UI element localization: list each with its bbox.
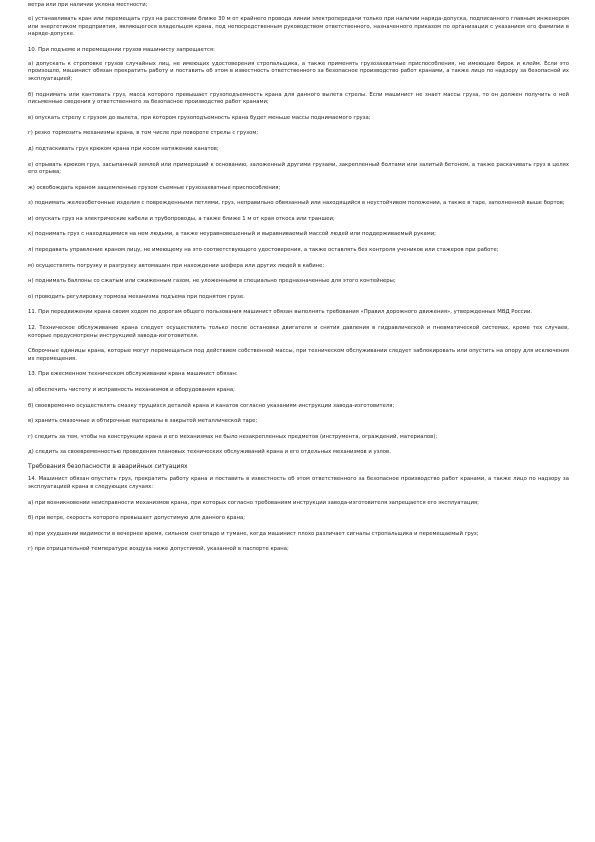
paragraph: б) своевременно осуществлять смазку трущихся деталей крана и канатов согласно указаниям инструкции завода-изготовителя; [28, 402, 395, 409]
paragraph: г) резко тормозить механизмы крана, в том числе при повороте стрелы с грузом; [28, 130, 259, 137]
paragraph: б) поднимать или кантовать груз, масса которого превышает грузоподъемность крана для данного вылета стрелы. Если машинист не знает массы груза, то он должен получить о ней письменные сведения у ответственного за безопасное производство работ кранами; [28, 91, 569, 106]
paragraph: г) следить за тем, чтобы на конструкции крана и его механизмах не было незакрепленных предметов (инструмента, ограждений, материалов); [28, 433, 438, 440]
paragraph: и) опускать груз на электрические кабели и трубопроводы, а также ближе 1 м от края откоса или траншеи; [28, 215, 335, 222]
paragraph: 10. При подъеме и перемещении грузов машинисту запрещается: [28, 46, 215, 53]
paragraph: ветра или при наличии уклона местности; [28, 2, 148, 8]
paragraph: в) хранить смазочные и обтирочные материалы в закрытой металлической таре; [28, 418, 258, 425]
paragraph: 13. При ежесменном техническом обслуживании крана машинист обязан: [28, 371, 238, 378]
paragraph: ж) освобождать краном защемленные грузом съемные грузозахватные приспособления; [28, 184, 281, 191]
paragraph: з) поднимать железобетонные изделия с поврежденными петлями, груз, неправильно обвязанный или находящийся в неустойчивом положении, а также в таре, заполненной выше бортов; [28, 200, 565, 207]
section-heading: Требования безопасности в аварийных ситуациях [28, 463, 188, 471]
paragraph: е) отрывать крюком груз, засыпанный землей или примерзший к основанию, заложенный другими грузами, закрепленный болтами или залитый бетоном, а также раскачивать груз в целях его отрыва; [28, 161, 569, 176]
paragraph: д) подтаскивать груз крюком крана при косом натяжении канатов; [28, 145, 219, 152]
paragraph: д) следить за своевременностью проведения плановых технических обслуживаний крана и его отдельных механизмов и узлов. [28, 449, 391, 456]
paragraph: г) при отрицательной температуре воздуха ниже допустимой, указанной в паспорте крана; [28, 546, 289, 553]
paragraph: 12. Техническое обслуживание крана следует осуществлять только после остановки двигателя и снятия давления в гидравлической и пневматической системах, кроме тех случаев, которые предусмотрены инструкцией завода-изготовителя. [28, 325, 569, 339]
paragraph: л) передавать управление краном лицу, не имеющему на это соответствующего удостоверения, а также оставлять без контроля учеников или стажеров при работе; [28, 247, 499, 254]
paragraph: а) обеспечить чистоту и исправность механизмов и оборудования крана; [28, 387, 235, 393]
paragraph: о) проводить регулировку тормоза механизма подъема при поднятом грузе. [28, 293, 245, 300]
paragraph: к) поднимать груз с находящимися на нем людьми, а также неуравновешенный и выравниваемый массой людей или поддерживаемый руками; [28, 231, 436, 238]
paragraph: в) при ухудшении видимости в вечернее время, сильном снегопаде и тумане, когда машинист плохо различает сигналы стропальщика и перемещаемый груз; [28, 530, 479, 537]
paragraph: 11. При передвижении крана своим ходом по дорогам общего пользования машинист обязан выполнять требования «Правил дорожного движения», утвержденных МВД России. [28, 309, 533, 316]
paragraph: е) устанавливать кран или перемещать груз на расстоянии ближе 30 м от крайнего провода линии электропередачи только при наличии наряда-допуска, подписанного главным инженером или энергетиком предприятия, являющегося владельцем крана, под непосредственным руководством ответственного, назначенного приказом по организации с указанием его фамилии в наряде-допуске. [28, 15, 569, 38]
paragraph: н) поднимать баллоны со сжатым или сжиженным газом, не уложенными в специально предназначенные для этого контейнеры; [28, 278, 396, 285]
paragraph: в) опускать стрелу с грузом до вылета, при котором грузоподъемность крана будет меньше массы поднимаемого груза; [28, 114, 371, 121]
paragraph: б) при ветре, скорость которого превышает допустимую для данного крана; [28, 515, 245, 522]
paragraph: 14. Машинист обязан опустить груз, прекратить работу крана и поставить в известность об этом ответственного за безопасное производство работ кранами, а также лицо по надзору за эксплуатацией крана в следующих случаях: [28, 476, 569, 490]
paragraph: а) при возникновении неисправности механизмов крана, при которых согласно требованиям инструкции завода-изготовителя запрещается его эксплуатация; [28, 499, 479, 506]
paragraph: м) осуществлять погрузку и разгрузку автомашин при нахождении шофера или других людей в кабине; [28, 262, 325, 269]
paragraph: а) допускать к строповке грузов случайных лиц, не имеющих удостоверения стропальщика, а также применять грузозахватные приспособления, не имеющие бирок и клейм. Если это произошло, машинист обязан прекратить работу и поставить об этом в известность ответственного за безопасное производство работ кранами, а также лицо по надзору за безопасной их эксплуатацией; [28, 60, 569, 82]
paragraph: Сборочные единицы крана, которые могут перемещаться под действием собственной массы, при техническом обслуживании следует заблокировать или опустить на опору для исключения их перемещения. [28, 348, 569, 362]
